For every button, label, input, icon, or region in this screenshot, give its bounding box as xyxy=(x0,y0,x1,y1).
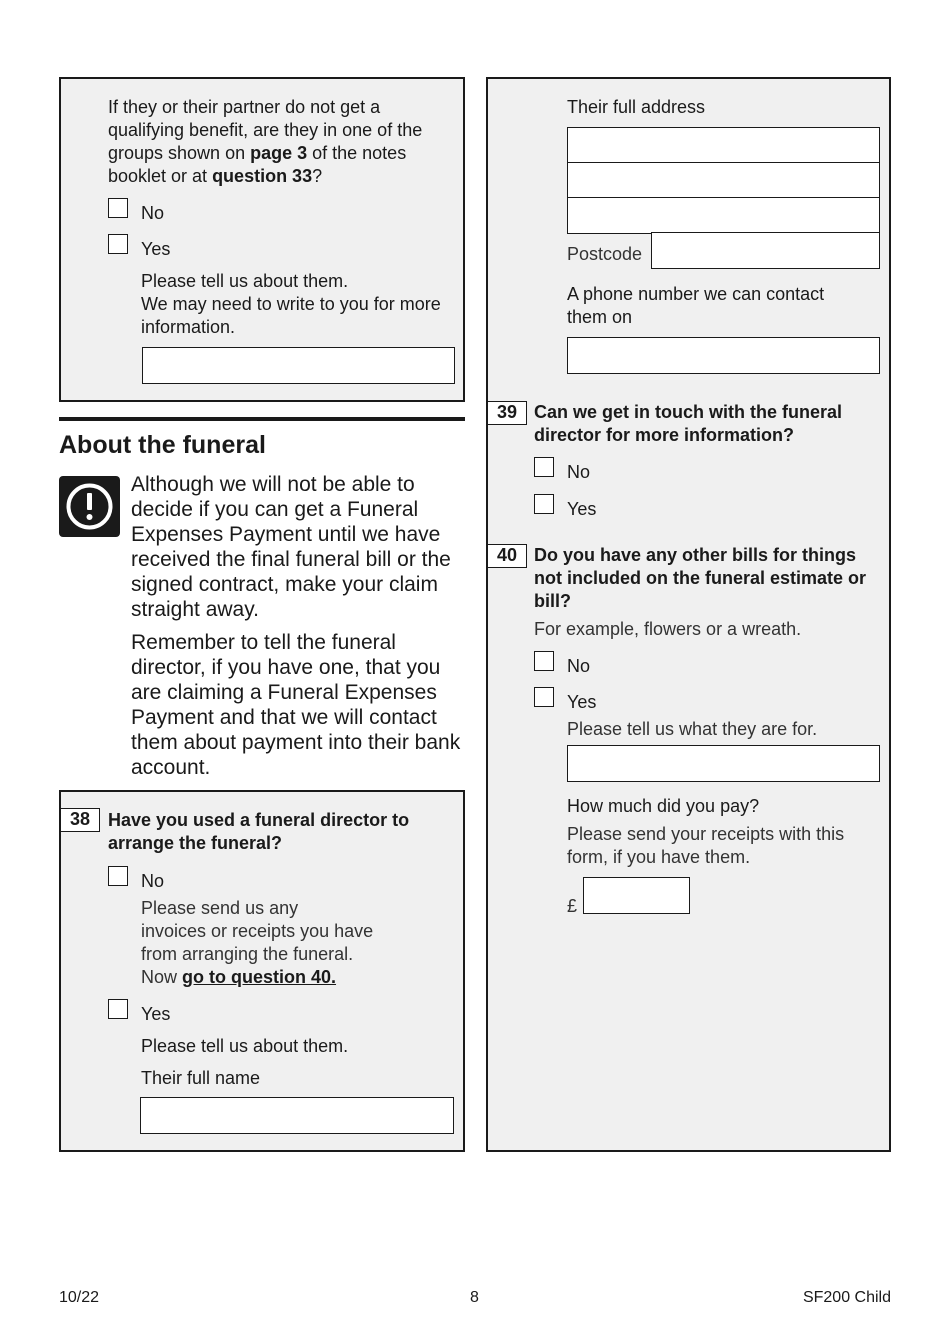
right-panel xyxy=(486,77,891,1152)
yes-label: Yes xyxy=(141,239,171,259)
page-ref: page 3 xyxy=(250,143,308,163)
q40-hint: For example, flowers or a wreath. xyxy=(534,619,802,639)
section-heading: About the funeral xyxy=(59,431,266,459)
footer-form-code: SF200 Child xyxy=(802,1289,891,1306)
funeral-info-paragraph-2: Remember to tell the funeral director, if you have one, that you are claiming a Funeral Expenses Payment and that we will contact them about payment into their bank account. xyxy=(131,631,461,779)
q38-yes-instruction: Please tell us about them. xyxy=(141,1036,349,1056)
postcode-label: Postcode xyxy=(567,244,643,264)
q40-title: Do you have any other bills for things not included on the funeral estimate or bill? xyxy=(534,545,867,611)
address-line-2-input[interactable] xyxy=(567,162,880,199)
amount-paid-hint: Please send your receipts with this form, if you have them. xyxy=(567,824,845,867)
question-end: ? xyxy=(312,166,323,186)
q40-yes-instruction: Please tell us what they are for. xyxy=(567,719,818,739)
q40-no-checkbox[interactable] xyxy=(534,651,554,671)
q38-no-line-3: from arranging the funeral. xyxy=(141,944,354,964)
footer-page-number: 8 xyxy=(470,1289,479,1306)
phone-input[interactable] xyxy=(567,337,880,374)
amount-paid-label: How much did you pay? xyxy=(567,796,760,816)
partner-groups-panel xyxy=(59,77,465,402)
partner-groups-details-input[interactable] xyxy=(142,347,455,384)
q40-yes-label: Yes xyxy=(567,692,597,712)
funeral-info-paragraph-1: Although we will not be able to decide if you can get a Funeral Expenses Payment until we have received the final funeral bill or the signed contract, make your claim straight away. xyxy=(131,473,451,621)
q38-no-line-1: Please send us any xyxy=(141,898,299,918)
q39-number: 39 xyxy=(487,401,527,425)
q38-no-line-4 xyxy=(141,966,336,989)
q40-no-label: No xyxy=(567,656,591,676)
q38-title: Have you used a funeral director to arrange the funeral? xyxy=(108,810,410,853)
q39-no-checkbox[interactable] xyxy=(534,457,554,477)
q40-yes-checkbox[interactable] xyxy=(534,687,554,707)
yes-instruction-2: We may need to write to you for more information. xyxy=(141,294,441,337)
address-label: Their full address xyxy=(567,97,706,117)
footer-date: 10/22 xyxy=(59,1289,100,1306)
q38-panel xyxy=(59,790,465,1152)
other-bills-details-input[interactable] xyxy=(567,745,880,782)
no-label: No xyxy=(141,203,165,223)
q38-now-text: Now xyxy=(141,967,183,987)
full-name-label: Their full name xyxy=(141,1068,261,1088)
q39-yes-checkbox[interactable] xyxy=(534,494,554,514)
q38-no-checkbox[interactable] xyxy=(108,866,128,886)
partner-groups-yes-checkbox[interactable] xyxy=(108,234,128,254)
partner-groups-question xyxy=(108,96,460,188)
q38-yes-checkbox[interactable] xyxy=(108,999,128,1019)
amount-paid-input[interactable] xyxy=(583,877,690,914)
q38-no-line-2: invoices or receipts you have xyxy=(141,921,374,941)
q39-yes-label: Yes xyxy=(567,499,597,519)
postcode-input[interactable] xyxy=(651,232,880,269)
q40-number: 40 xyxy=(487,544,527,568)
section-divider xyxy=(59,417,465,421)
currency-symbol: £ xyxy=(567,896,578,916)
yes-instruction-1: Please tell us about them. xyxy=(141,271,349,291)
q39-title: Can we get in touch with the funeral director for more information? xyxy=(534,402,843,445)
partner-groups-no-checkbox[interactable] xyxy=(108,198,128,218)
question-text-mid: of the notes booklet or at xyxy=(108,143,407,186)
go-to-question-40-link[interactable]: go to question 40. xyxy=(182,967,337,987)
q38-no-label: No xyxy=(141,871,165,891)
question-text: If they or their partner do not get a qualifying benefit, are they in one of the groups shown on xyxy=(108,97,423,163)
q38-number: 38 xyxy=(60,808,100,832)
full-name-input[interactable] xyxy=(140,1097,454,1134)
address-line-3-input[interactable] xyxy=(567,197,880,234)
phone-label: A phone number we can contact them on xyxy=(567,284,825,327)
question-ref: question 33 xyxy=(212,166,313,186)
q38-yes-label: Yes xyxy=(141,1004,171,1024)
q39-no-label: No xyxy=(567,462,591,482)
address-line-1-input[interactable] xyxy=(567,127,880,164)
exclamation-icon xyxy=(59,476,120,537)
